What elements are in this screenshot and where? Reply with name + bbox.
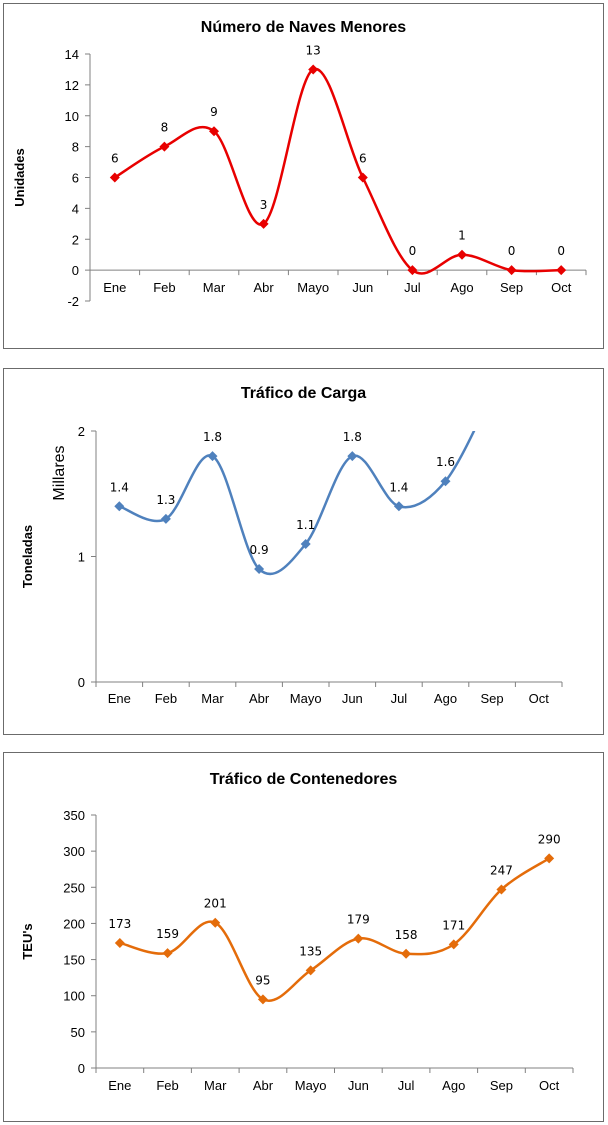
y-tick-label: 150 <box>63 952 85 968</box>
data-point-marker <box>457 250 467 260</box>
x-tick-label: Feb <box>156 1078 179 1093</box>
x-tick-label: Ene <box>107 691 131 706</box>
x-tick-label: Jun <box>341 691 363 706</box>
x-tick-label: Ene <box>103 280 127 296</box>
chart-naves-menores-svg <box>4 4 603 348</box>
x-tick-label: Oct <box>551 280 572 296</box>
x-tick-label: Mayo <box>294 1078 327 1093</box>
x-tick-label: Abr <box>252 1078 274 1093</box>
x-tick-label: Abr <box>248 691 270 706</box>
x-tick-label: Jul <box>404 280 421 296</box>
x-tick-label: Oct <box>539 1078 560 1093</box>
x-tick-label: Mar <box>201 691 224 706</box>
x-tick-label: Mayo <box>289 691 322 706</box>
chart-title: Tráfico de Carga <box>240 385 367 402</box>
data-label: 1.8 <box>202 430 223 445</box>
data-label: 0 <box>557 244 566 259</box>
data-label: 0.9 <box>249 543 269 558</box>
y-tick-label: 100 <box>63 988 85 1004</box>
data-label: 1.4 <box>109 480 129 495</box>
y-tick-label: 1 <box>77 549 85 565</box>
x-tick-label: Ago <box>433 691 458 706</box>
data-label: 159 <box>156 927 180 942</box>
y-axis-label: Unidades <box>12 148 27 207</box>
y-tick-label: 2 <box>71 232 79 248</box>
data-point-marker <box>114 501 124 511</box>
data-label: 173 <box>108 916 132 931</box>
data-label: 13 <box>305 43 321 58</box>
data-label: 135 <box>299 944 323 959</box>
y-tick-label: 2 <box>77 424 85 439</box>
chart-trafico-carga <box>3 368 604 735</box>
y-tick-label: -2 <box>67 294 79 309</box>
x-tick-label: Jun <box>347 1078 369 1093</box>
y-tick-label: 250 <box>63 880 85 896</box>
data-point-marker <box>163 948 173 958</box>
data-label: 1.3 <box>156 492 176 507</box>
data-point-marker <box>115 938 125 948</box>
data-label: 290 <box>537 832 561 847</box>
x-tick-label: Mayo <box>297 280 330 296</box>
x-tick-label: Ene <box>108 1078 132 1093</box>
data-point-marker <box>353 934 363 944</box>
data-label: 8 <box>160 120 169 135</box>
data-label: 1.6 <box>435 455 456 470</box>
x-tick-label: Sep <box>480 691 504 706</box>
y-tick-label: 10 <box>64 108 79 124</box>
x-tick-label: Jun <box>352 280 374 296</box>
y-tick-label: 350 <box>63 808 85 823</box>
x-tick-label: Ago <box>442 1078 466 1093</box>
x-tick-label: Mar <box>204 1078 227 1093</box>
x-tick-label: Oct <box>528 691 549 706</box>
chart-naves-menores <box>3 3 604 349</box>
x-tick-label: Jul <box>390 691 408 706</box>
data-label: 1.4 <box>389 480 409 495</box>
data-point-marker <box>394 501 404 511</box>
data-label: 6 <box>110 151 119 166</box>
data-label: 95 <box>255 973 271 988</box>
chart-trafico-contenedores <box>3 752 604 1122</box>
data-point-marker <box>401 949 411 959</box>
data-label: 201 <box>203 896 227 911</box>
x-tick-label: Sep <box>489 1078 514 1093</box>
y-axis-label: TEU's <box>20 923 35 960</box>
data-label: 171 <box>442 918 466 933</box>
data-label: 1.1 <box>296 517 316 532</box>
series-line <box>120 858 549 1000</box>
data-point-marker <box>556 265 566 275</box>
y-tick-label: 6 <box>71 170 79 186</box>
data-label: 6 <box>358 151 367 166</box>
y-tick-label: 8 <box>71 139 79 155</box>
y-tick-label: 300 <box>63 844 85 860</box>
x-tick-label: Ago <box>450 280 474 296</box>
data-label: 1.8 <box>342 430 362 445</box>
data-label: 247 <box>489 863 513 878</box>
chart-title: Número de Naves Menores <box>200 19 407 36</box>
data-point-marker <box>159 142 169 152</box>
data-label: 179 <box>346 912 370 927</box>
y-tick-label: 200 <box>63 916 85 932</box>
y-tick-label: 12 <box>64 77 79 93</box>
series-line <box>115 69 561 274</box>
data-label: 0 <box>408 244 417 259</box>
y-tick-label: 0 <box>77 1061 85 1076</box>
x-tick-label: Feb <box>153 280 176 296</box>
chart-trafico-carga-svg <box>4 369 603 734</box>
y-tick-label: 4 <box>71 201 79 217</box>
y-axis-label: Toneladas <box>20 524 35 589</box>
y-tick-label: 0 <box>77 675 85 690</box>
y-axis-units-label: Millares <box>51 445 68 501</box>
data-label: 3 <box>259 197 268 212</box>
y-tick-label: 0 <box>71 263 79 279</box>
x-tick-label: Feb <box>154 691 178 706</box>
data-label: 158 <box>394 927 418 942</box>
x-tick-label: Jul <box>397 1078 415 1093</box>
x-tick-label: Mar <box>202 280 226 296</box>
data-label: 9 <box>210 105 218 120</box>
data-label: 1 <box>458 228 466 243</box>
x-tick-label: Sep <box>500 280 524 296</box>
data-point-marker <box>358 173 368 183</box>
data-point-marker <box>507 265 517 275</box>
y-tick-label: 14 <box>64 47 79 62</box>
y-tick-label: 50 <box>70 1024 85 1040</box>
data-label: 0 <box>507 244 516 259</box>
chart-title: Tráfico de Contenedores <box>209 771 398 788</box>
x-tick-label: Abr <box>253 280 274 296</box>
chart-trafico-contenedores-svg <box>4 753 603 1121</box>
